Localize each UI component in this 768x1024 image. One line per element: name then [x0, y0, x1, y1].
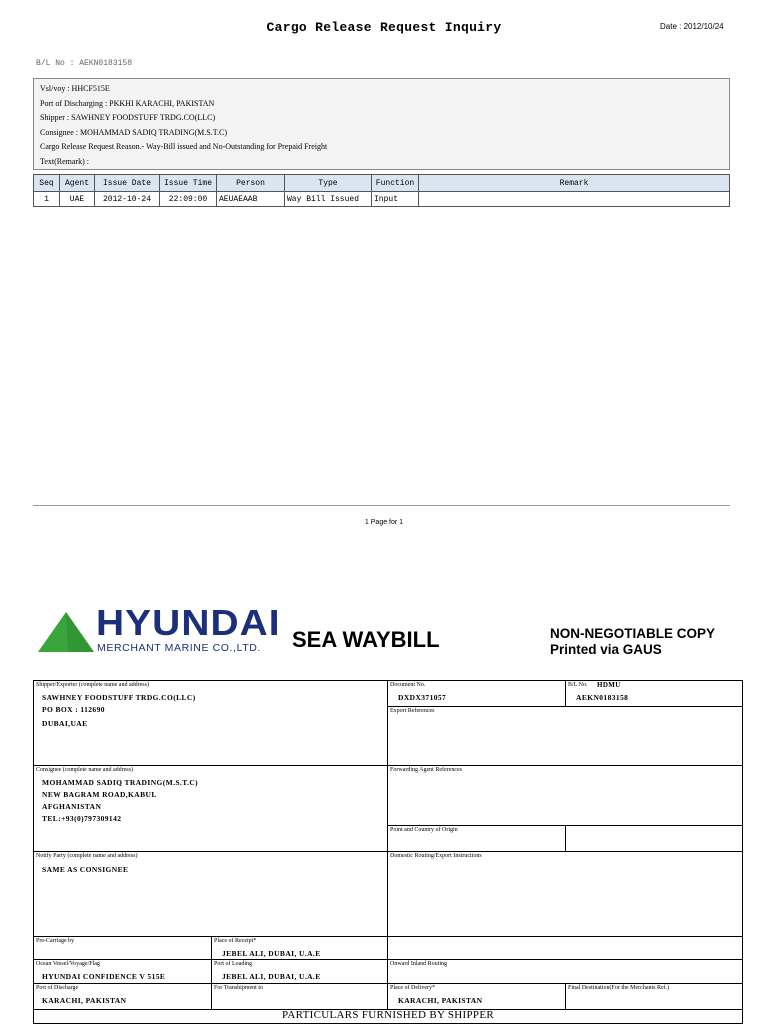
consignee: Consignee : MOHAMMAD SADIQ TRADING(M.S.T.C) — [40, 127, 228, 137]
hyundai-triangle-logo — [38, 612, 94, 652]
cell-function: Input — [372, 192, 419, 207]
notify-party-value: SAME AS CONSIGNEE — [42, 865, 129, 874]
waybill-form — [33, 680, 743, 1024]
bl-no-prefix: HDMU — [597, 681, 621, 689]
bl-no-value: AEKN0183158 — [576, 693, 629, 702]
table-header-row — [34, 175, 730, 192]
release-history-table — [33, 174, 730, 207]
text-remark: Text(Remark) : — [40, 156, 89, 166]
col-issue-time: Issue Time — [160, 175, 217, 192]
place-of-delivery-label: Place of Delivery* — [390, 985, 435, 991]
release-reason: Cargo Release Request Reason.- Way-Bill issued and No-Outstanding for Prepaid Freight — [40, 142, 328, 152]
cell-remark — [419, 192, 730, 207]
ocean-vessel-label: Ocean Vessel/Voyage/Flag — [36, 961, 100, 967]
bl-number-line: B/L No : AEKN0183158 — [36, 59, 133, 68]
port-of-loading-value: JEBEL ALI, DUBAI, U.A.E — [222, 972, 321, 981]
col-agent: Agent — [60, 175, 95, 192]
shipment-info-box — [33, 78, 730, 170]
report-date: Date : 2012/10/24 — [660, 22, 724, 31]
cell-seq: 1 — [34, 192, 60, 207]
point-country-origin-label: Point and Country of Origin — [390, 827, 458, 833]
col-remark: Remark — [419, 175, 730, 192]
page-count: 1 Page for 1 — [364, 519, 404, 526]
cell-issue-date: 2012-10-24 — [95, 192, 160, 207]
port-of-loading-label: Port of Loading — [214, 961, 252, 967]
col-person: Person — [217, 175, 285, 192]
consignee-address: NEW BAGRAM ROAD,KABUL — [42, 790, 157, 799]
col-type: Type — [285, 175, 372, 192]
col-issue-date: Issue Date — [95, 175, 160, 192]
final-destination-label: Final Destination(For the Merchants Ref.) — [568, 985, 670, 991]
consignee-label: Consignee (complete name and address) — [36, 767, 133, 773]
place-of-delivery-value: KARACHI, PAKISTAN — [398, 996, 483, 1005]
onward-inland-label: Onward Inland Routing — [390, 961, 447, 967]
page-title: Cargo Release Request Inquiry — [266, 20, 502, 35]
place-of-receipt-value: JEBEL ALI, DUBAI, U.A.E — [222, 949, 321, 958]
cell-issue-time: 22:09:00 — [160, 192, 217, 207]
shipper-city: DUBAI,UAE — [42, 719, 88, 728]
port-of-discharging: Port of Discharging : PKKHI KARACHI, PAKISTAN — [40, 98, 215, 108]
cell-person: AEUAEAAB — [217, 192, 285, 207]
cell-agent: UAE — [60, 192, 95, 207]
place-of-receipt-label: Place of Receipt* — [214, 938, 257, 944]
shipper-label: Shipper/Exporter (complete name and address) — [36, 682, 149, 688]
document-no-label: Document No. — [390, 682, 426, 688]
pre-carriage-label: Pre-Carriage by — [36, 938, 75, 944]
shipper-po-box: PO BOX : 112690 — [42, 705, 105, 714]
consignee-name: MOHAMMAD SADIQ TRADING(M.S.T.C) — [42, 778, 199, 787]
col-seq: Seq — [34, 175, 60, 192]
consignee-country: AFGHANISTAN — [42, 802, 102, 811]
for-transhipment-label: For Transhipment to — [214, 985, 264, 991]
document-no-value: DXDX371057 — [398, 693, 447, 702]
print-source: Printed via GAUS — [550, 642, 662, 657]
company-logo-subtitle: MERCHANT MARINE CO.,LTD. — [97, 642, 261, 654]
shipper: Shipper : SAWHNEY FOODSTUFF TRDG.CO(LLC) — [40, 113, 216, 123]
consignee-phone: TEL:+93(0)797309142 — [42, 814, 122, 823]
particulars-heading: PARTICULARS FURNISHED BY SHIPPER — [282, 1009, 494, 1021]
port-of-discharge-label: Port of Discharge — [36, 985, 79, 991]
copy-status: NON-NEGOTIABLE COPY — [550, 626, 716, 641]
cell-type: Way Bill Issued — [285, 192, 372, 207]
document-title: SEA WAYBILL — [292, 627, 440, 652]
shipper-name: SAWHNEY FOODSTUFF TRDG.CO(LLC) — [42, 693, 196, 702]
port-of-discharge-value: KARACHI, PAKISTAN — [42, 996, 127, 1005]
notify-party-label: Notify Party (complete name and address) — [36, 853, 138, 859]
table-row — [34, 192, 730, 207]
forwarding-agent-label: Forwarding Agent References — [390, 767, 462, 773]
company-logo-text: HYUNDAI — [96, 602, 281, 643]
domestic-routing-label: Domestic Routing/Export Instructions — [390, 853, 482, 859]
bl-no-label: B/L No. — [568, 682, 588, 688]
col-function: Function — [372, 175, 419, 192]
vessel-voyage: Vsl/voy : HHCF515E — [40, 84, 110, 93]
export-references-label: Export References — [390, 708, 435, 714]
ocean-vessel-value: HYUNDAI CONFIDENCE V 515E — [42, 972, 166, 981]
page-divider — [33, 505, 730, 506]
